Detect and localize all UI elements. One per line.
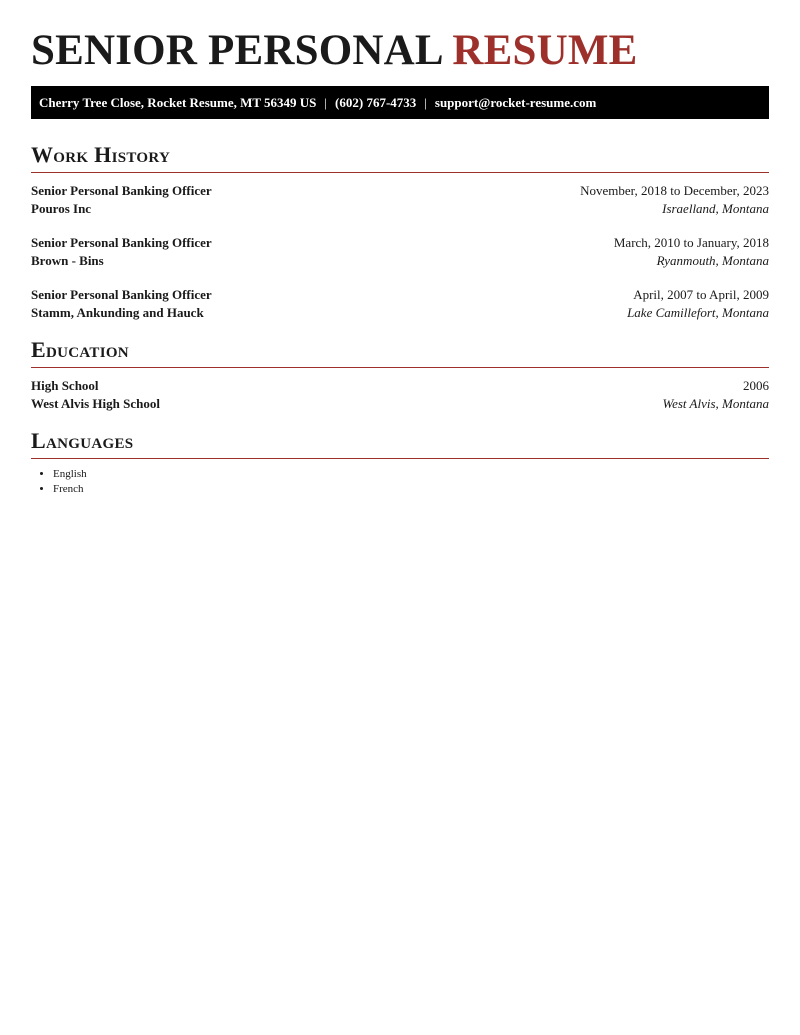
resume-page [0, 0, 800, 497]
contact-phone: (602) 767-4733 [335, 94, 417, 110]
languages-list [31, 467, 769, 497]
job-location: Ryanmouth, Montana [656, 253, 769, 268]
contact-email: support@rocket-resume.com [434, 94, 597, 110]
resume-title [31, 0, 769, 74]
job-title: Senior Personal Banking Officer [31, 287, 212, 302]
contact-separator: | [424, 94, 427, 110]
job-dates: November, 2018 to December, 2023 [580, 183, 769, 198]
company-name: Stamm, Ankunding and Hauck [31, 305, 204, 320]
work-entry [31, 182, 769, 218]
contact-separator: | [324, 94, 328, 110]
school-name: West Alvis High School [31, 396, 160, 411]
language-item: • English [53, 467, 769, 482]
graduation-year: 2006 [743, 378, 769, 393]
job-location: Israelland, Montana [662, 201, 769, 216]
job-title: Senior Personal Banking Officer [31, 235, 212, 250]
work-entry [31, 234, 769, 270]
company-name: Brown - Bins [31, 253, 104, 268]
work-history-heading: Work History [31, 142, 769, 173]
job-dates: April, 2007 to April, 2009 [633, 287, 769, 302]
job-location: Lake Camillefort, Montana [627, 305, 769, 320]
work-entry [31, 286, 769, 322]
education-heading: Education [31, 337, 769, 368]
education-entry [31, 377, 769, 413]
contact-address: Cherry Tree Close, Rocket Resume, MT 56349 US [39, 94, 317, 110]
contact-bar [31, 86, 769, 119]
degree: High School [31, 378, 99, 393]
job-dates: March, 2010 to January, 2018 [613, 235, 769, 250]
language-item: • French [53, 482, 769, 497]
company-name: Pouros Inc [31, 201, 92, 216]
school-location: West Alvis, Montana [662, 396, 769, 411]
title-main: SENIOR PERSONAL [31, 27, 442, 74]
title-accent: RESUME [452, 27, 638, 74]
job-title: Senior Personal Banking Officer [31, 183, 212, 198]
languages-heading: Languages [31, 428, 769, 459]
